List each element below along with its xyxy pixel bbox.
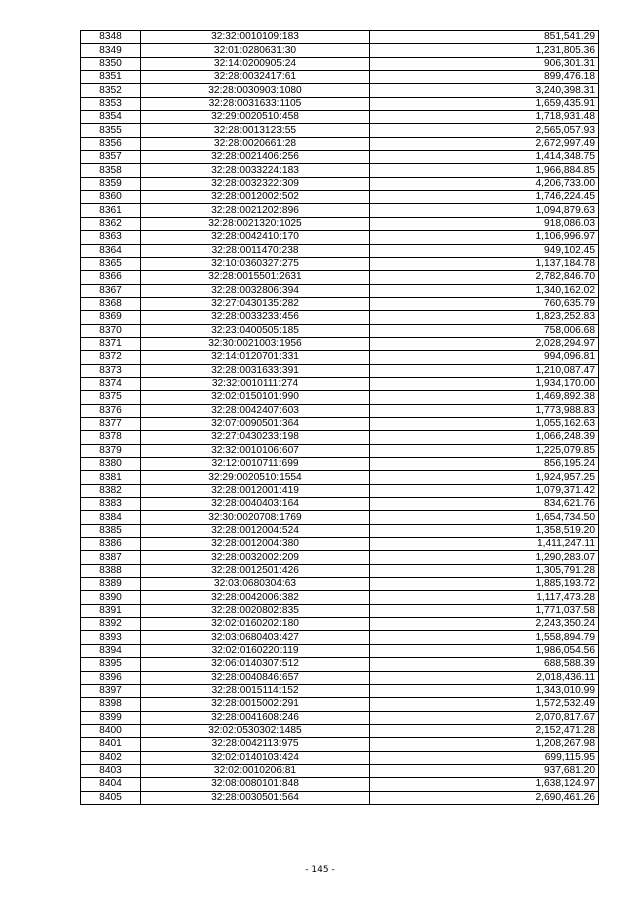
- table-row: [81, 84, 599, 97]
- cadastral-number-cell: 32:02:0140103:424: [141, 751, 370, 764]
- table-row: [81, 337, 599, 350]
- value-amount-cell: 1,414,348.75: [370, 151, 599, 164]
- cadastral-number-cell: 32:23:0400505:185: [141, 324, 370, 337]
- table-row: [81, 458, 599, 471]
- cadastral-number-cell: 32:32:0010111:274: [141, 377, 370, 390]
- value-amount-cell: 1,358,519.20: [370, 524, 599, 537]
- row-number-cell: 8359: [81, 177, 141, 190]
- value-amount-cell: 688,588.39: [370, 658, 599, 671]
- row-number-cell: 8376: [81, 404, 141, 417]
- table-row: [81, 498, 599, 511]
- value-amount-cell: 1,771,037.58: [370, 604, 599, 617]
- value-amount-cell: 1,773,988.83: [370, 404, 599, 417]
- cadastral-number-cell: 32:02:0160220:119: [141, 644, 370, 657]
- cadastral-number-cell: 32:32:0010109:183: [141, 31, 370, 44]
- row-number-cell: 8371: [81, 337, 141, 350]
- cadastral-number-cell: 32:28:0012501:426: [141, 564, 370, 577]
- cadastral-number-cell: 32:14:0120701:331: [141, 351, 370, 364]
- row-number-cell: 8365: [81, 257, 141, 270]
- cadastral-number-cell: 32:28:0031633:1105: [141, 97, 370, 110]
- table-row: [81, 444, 599, 457]
- table-row: [81, 71, 599, 84]
- cadastral-number-cell: 32:28:0020802:835: [141, 604, 370, 617]
- row-number-cell: 8374: [81, 377, 141, 390]
- row-number-cell: 8403: [81, 764, 141, 777]
- row-number-cell: 8394: [81, 644, 141, 657]
- table-row: [81, 778, 599, 791]
- table-row: [81, 658, 599, 671]
- row-number-cell: 8352: [81, 84, 141, 97]
- value-amount-cell: 2,018,436.11: [370, 671, 599, 684]
- table-row: [81, 591, 599, 604]
- table-row: [81, 684, 599, 697]
- row-number-cell: 8373: [81, 364, 141, 377]
- value-amount-cell: 1,718,931.48: [370, 111, 599, 124]
- table-row: [81, 97, 599, 110]
- value-amount-cell: 994,096.81: [370, 351, 599, 364]
- table-row: [81, 578, 599, 591]
- value-amount-cell: 949,102.45: [370, 244, 599, 257]
- row-number-cell: 8393: [81, 631, 141, 644]
- table-row: [81, 391, 599, 404]
- cadastral-number-cell: 32:28:0021320:1025: [141, 217, 370, 230]
- table-row: [81, 698, 599, 711]
- table-row: [81, 31, 599, 44]
- value-amount-cell: 856,195.24: [370, 458, 599, 471]
- table-row: [81, 217, 599, 230]
- cadastral-number-cell: 32:03:0680403:427: [141, 631, 370, 644]
- cadastral-number-cell: 32:28:0040403:164: [141, 498, 370, 511]
- row-number-cell: 8405: [81, 791, 141, 804]
- table-row: [81, 44, 599, 57]
- cadastral-number-cell: 32:30:0021003:1956: [141, 337, 370, 350]
- table-row: [81, 137, 599, 150]
- value-amount-cell: 1,117,473.28: [370, 591, 599, 604]
- table-row: [81, 231, 599, 244]
- cadastral-number-cell: 32:28:0015002:291: [141, 698, 370, 711]
- cadastral-number-cell: 32:02:0150101:990: [141, 391, 370, 404]
- table-row: [81, 417, 599, 430]
- value-amount-cell: 2,152,471.28: [370, 724, 599, 737]
- cadastral-number-cell: 32:28:0042006:382: [141, 591, 370, 604]
- value-amount-cell: 1,290,283.07: [370, 551, 599, 564]
- row-number-cell: 8378: [81, 431, 141, 444]
- table-row: [81, 297, 599, 310]
- cadastral-number-cell: 32:28:0030903:1080: [141, 84, 370, 97]
- value-amount-cell: 1,411,247.11: [370, 538, 599, 551]
- table-row: [81, 377, 599, 390]
- row-number-cell: 8350: [81, 57, 141, 70]
- cadastral-number-cell: 32:10:0360327:275: [141, 257, 370, 270]
- value-amount-cell: 699,115.95: [370, 751, 599, 764]
- value-amount-cell: 1,638,124.97: [370, 778, 599, 791]
- value-amount-cell: 2,672,997.49: [370, 137, 599, 150]
- value-amount-cell: 4,206,733.00: [370, 177, 599, 190]
- value-amount-cell: 1,231,805.36: [370, 44, 599, 57]
- value-amount-cell: 1,343,010.99: [370, 684, 599, 697]
- row-number-cell: 8357: [81, 151, 141, 164]
- cadastral-number-cell: 32:27:0430233:198: [141, 431, 370, 444]
- table-row: [81, 351, 599, 364]
- row-number-cell: 8387: [81, 551, 141, 564]
- table-row: [81, 644, 599, 657]
- value-amount-cell: 1,823,252.83: [370, 311, 599, 324]
- cadastral-number-cell: 32:28:0030501:564: [141, 791, 370, 804]
- cadastral-number-cell: 32:02:0530302:1485: [141, 724, 370, 737]
- value-amount-cell: 760,635.79: [370, 297, 599, 310]
- value-amount-cell: 1,305,791.28: [370, 564, 599, 577]
- row-number-cell: 8358: [81, 164, 141, 177]
- row-number-cell: 8355: [81, 124, 141, 137]
- row-number-cell: 8389: [81, 578, 141, 591]
- value-amount-cell: 2,070,817.67: [370, 711, 599, 724]
- cadastral-number-cell: 32:28:0033233:456: [141, 311, 370, 324]
- row-number-cell: 8375: [81, 391, 141, 404]
- cadastral-number-cell: 32:28:0031633:391: [141, 364, 370, 377]
- cadastral-number-cell: 32:28:0012004:380: [141, 538, 370, 551]
- cadastral-number-cell: 32:29:0020510:1554: [141, 471, 370, 484]
- cadastral-number-cell: 32:28:0040846:657: [141, 671, 370, 684]
- row-number-cell: 8372: [81, 351, 141, 364]
- table-row: [81, 471, 599, 484]
- cadastral-number-cell: 32:28:0012004:524: [141, 524, 370, 537]
- table-row: [81, 124, 599, 137]
- row-number-cell: 8369: [81, 311, 141, 324]
- row-number-cell: 8362: [81, 217, 141, 230]
- page-number: - 145 -: [305, 865, 335, 875]
- value-amount-cell: 2,028,294.97: [370, 337, 599, 350]
- row-number-cell: 8388: [81, 564, 141, 577]
- row-number-cell: 8380: [81, 458, 141, 471]
- value-amount-cell: 1,986,054.56: [370, 644, 599, 657]
- row-number-cell: 8386: [81, 538, 141, 551]
- table-row: [81, 164, 599, 177]
- cadastral-number-cell: 32:02:0010206:81: [141, 764, 370, 777]
- cadastral-number-cell: 32:28:0012001:419: [141, 484, 370, 497]
- row-number-cell: 8377: [81, 417, 141, 430]
- row-number-cell: 8368: [81, 297, 141, 310]
- row-number-cell: 8391: [81, 604, 141, 617]
- cadastral-number-cell: 32:28:0042410:170: [141, 231, 370, 244]
- value-amount-cell: 1,469,892.38: [370, 391, 599, 404]
- table-row: [81, 711, 599, 724]
- row-number-cell: 8366: [81, 271, 141, 284]
- table-row: [81, 431, 599, 444]
- row-number-cell: 8399: [81, 711, 141, 724]
- value-amount-cell: 851,541.29: [370, 31, 599, 44]
- cadastral-number-cell: 32:28:0032002:209: [141, 551, 370, 564]
- table-row: [81, 364, 599, 377]
- cadastral-number-cell: 32:32:0010106:607: [141, 444, 370, 457]
- cadastral-number-cell: 32:28:0020661:28: [141, 137, 370, 150]
- cadastral-number-cell: 32:28:0013123:55: [141, 124, 370, 137]
- table-row: [81, 484, 599, 497]
- table-row: [81, 204, 599, 217]
- cadastral-number-cell: 32:28:0042407:603: [141, 404, 370, 417]
- table-row: [81, 244, 599, 257]
- value-amount-cell: 1,079,371.42: [370, 484, 599, 497]
- table-row: [81, 724, 599, 737]
- cadastral-number-cell: 32:27:0430135:282: [141, 297, 370, 310]
- table-row: [81, 404, 599, 417]
- value-amount-cell: 1,208,267.98: [370, 738, 599, 751]
- value-amount-cell: 1,340,162.02: [370, 284, 599, 297]
- row-number-cell: 8390: [81, 591, 141, 604]
- value-amount-cell: 1,659,435.91: [370, 97, 599, 110]
- row-number-cell: 8353: [81, 97, 141, 110]
- row-number-cell: 8396: [81, 671, 141, 684]
- row-number-cell: 8360: [81, 191, 141, 204]
- value-amount-cell: 1,924,957.25: [370, 471, 599, 484]
- table-row: [81, 191, 599, 204]
- table-row: [81, 618, 599, 631]
- value-amount-cell: 2,243,350.24: [370, 618, 599, 631]
- value-amount-cell: 2,690,461.26: [370, 791, 599, 804]
- row-number-cell: 8385: [81, 524, 141, 537]
- row-number-cell: 8382: [81, 484, 141, 497]
- table-row: [81, 151, 599, 164]
- value-amount-cell: 1,654,734.50: [370, 511, 599, 524]
- row-number-cell: 8361: [81, 204, 141, 217]
- row-number-cell: 8381: [81, 471, 141, 484]
- value-amount-cell: 834,621.76: [370, 498, 599, 511]
- row-number-cell: 8397: [81, 684, 141, 697]
- row-number-cell: 8383: [81, 498, 141, 511]
- table-row: [81, 764, 599, 777]
- cadastral-number-cell: 32:28:0011470:238: [141, 244, 370, 257]
- value-amount-cell: 1,094,879.63: [370, 204, 599, 217]
- row-number-cell: 8400: [81, 724, 141, 737]
- value-amount-cell: 1,137,184.78: [370, 257, 599, 270]
- table-row: [81, 564, 599, 577]
- table-row: [81, 604, 599, 617]
- cadastral-number-cell: 32:28:0032322:309: [141, 177, 370, 190]
- row-number-cell: 8398: [81, 698, 141, 711]
- value-amount-cell: 2,565,057.93: [370, 124, 599, 137]
- table-row: [81, 551, 599, 564]
- cadastral-number-cell: 32:29:0020510:458: [141, 111, 370, 124]
- row-number-cell: 8379: [81, 444, 141, 457]
- row-number-cell: 8370: [81, 324, 141, 337]
- cadastral-value-table: [80, 30, 599, 805]
- row-number-cell: 8392: [81, 618, 141, 631]
- table-row: [81, 751, 599, 764]
- cadastral-number-cell: 32:01:0280631:30: [141, 44, 370, 57]
- cadastral-number-cell: 32:28:0015114:152: [141, 684, 370, 697]
- value-amount-cell: 1,225,079.85: [370, 444, 599, 457]
- table-row: [81, 324, 599, 337]
- value-amount-cell: 1,934,170.00: [370, 377, 599, 390]
- value-amount-cell: 899,476.18: [370, 71, 599, 84]
- cadastral-number-cell: 32:12:0010711:699: [141, 458, 370, 471]
- value-amount-cell: 1,572,532.49: [370, 698, 599, 711]
- value-amount-cell: 1,210,087.47: [370, 364, 599, 377]
- cadastral-number-cell: 32:28:0032417:61: [141, 71, 370, 84]
- value-amount-cell: 906,301.31: [370, 57, 599, 70]
- cadastral-number-cell: 32:28:0042113:975: [141, 738, 370, 751]
- table-row: [81, 524, 599, 537]
- cadastral-number-cell: 32:28:0012002:502: [141, 191, 370, 204]
- table-row: [81, 311, 599, 324]
- cadastral-number-cell: 32:14:0200905:24: [141, 57, 370, 70]
- row-number-cell: 8367: [81, 284, 141, 297]
- table-row: [81, 738, 599, 751]
- table-row: [81, 177, 599, 190]
- row-number-cell: 8354: [81, 111, 141, 124]
- row-number-cell: 8404: [81, 778, 141, 791]
- value-amount-cell: 937,681.20: [370, 764, 599, 777]
- table-row: [81, 57, 599, 70]
- value-amount-cell: 3,240,398.31: [370, 84, 599, 97]
- value-amount-cell: 1,106,996.97: [370, 231, 599, 244]
- cadastral-number-cell: 32:03:0680304:63: [141, 578, 370, 591]
- cadastral-number-cell: 32:08:0080101:848: [141, 778, 370, 791]
- table-body: [81, 31, 599, 805]
- value-amount-cell: 2,782,846.70: [370, 271, 599, 284]
- row-number-cell: 8395: [81, 658, 141, 671]
- table-row: [81, 538, 599, 551]
- row-number-cell: 8363: [81, 231, 141, 244]
- cadastral-number-cell: 32:02:0160202:180: [141, 618, 370, 631]
- cadastral-number-cell: 32:30:0020708:1769: [141, 511, 370, 524]
- value-amount-cell: 1,746,224.45: [370, 191, 599, 204]
- cadastral-number-cell: 32:28:0032806:394: [141, 284, 370, 297]
- cadastral-number-cell: 32:28:0015501:2631: [141, 271, 370, 284]
- value-amount-cell: 758,006.68: [370, 324, 599, 337]
- table-row: [81, 791, 599, 804]
- row-number-cell: 8348: [81, 31, 141, 44]
- table-row: [81, 511, 599, 524]
- table-row: [81, 631, 599, 644]
- value-amount-cell: 918,086.03: [370, 217, 599, 230]
- row-number-cell: 8351: [81, 71, 141, 84]
- row-number-cell: 8364: [81, 244, 141, 257]
- cadastral-number-cell: 32:28:0021406:256: [141, 151, 370, 164]
- row-number-cell: 8401: [81, 738, 141, 751]
- value-amount-cell: 1,055,162.63: [370, 417, 599, 430]
- cadastral-number-cell: 32:07:0090501:364: [141, 417, 370, 430]
- cadastral-number-cell: 32:28:0041608:246: [141, 711, 370, 724]
- table-row: [81, 671, 599, 684]
- value-amount-cell: 1,966,884.85: [370, 164, 599, 177]
- value-amount-cell: 1,066,248.39: [370, 431, 599, 444]
- value-amount-cell: 1,885,193.72: [370, 578, 599, 591]
- table-row: [81, 271, 599, 284]
- cadastral-number-cell: 32:06:0140307:512: [141, 658, 370, 671]
- value-amount-cell: 1,558,894.79: [370, 631, 599, 644]
- row-number-cell: 8356: [81, 137, 141, 150]
- cadastral-number-cell: 32:28:0021202:896: [141, 204, 370, 217]
- table-row: [81, 284, 599, 297]
- table-row: [81, 111, 599, 124]
- row-number-cell: 8349: [81, 44, 141, 57]
- cadastral-number-cell: 32:28:0033224:183: [141, 164, 370, 177]
- row-number-cell: 8402: [81, 751, 141, 764]
- row-number-cell: 8384: [81, 511, 141, 524]
- table-row: [81, 257, 599, 270]
